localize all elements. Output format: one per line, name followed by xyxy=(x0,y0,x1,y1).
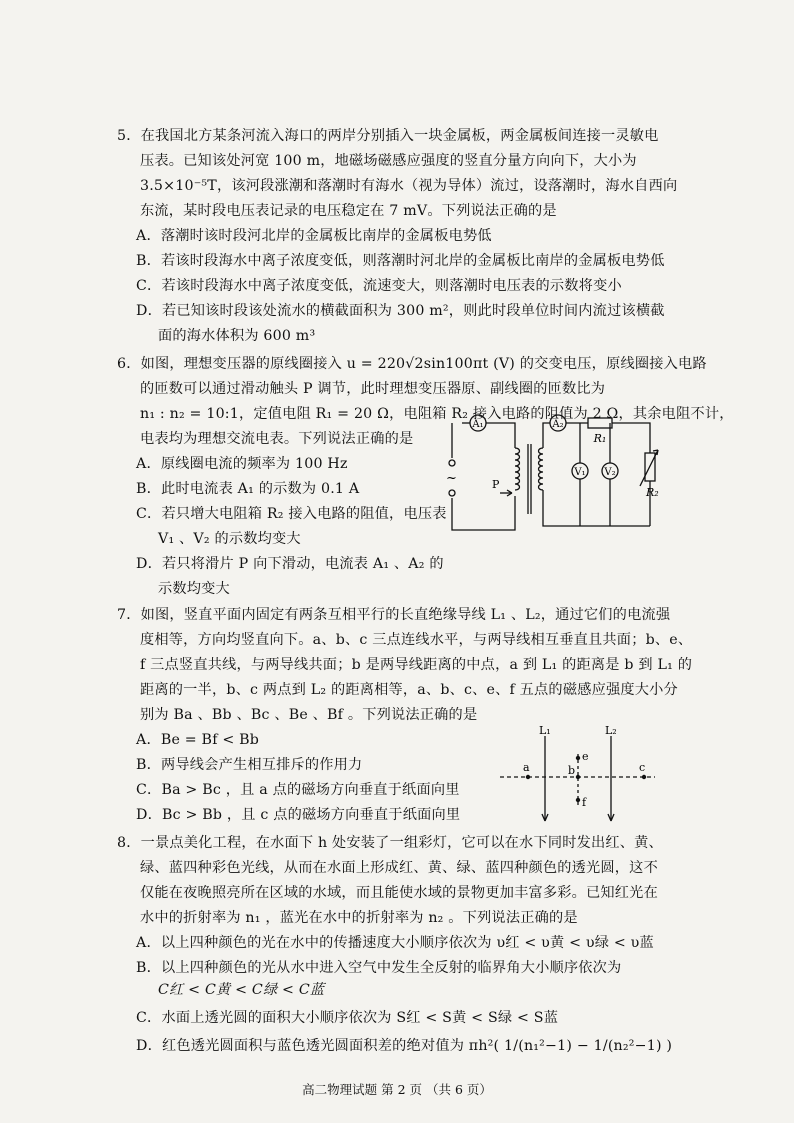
parallel-wires-figure xyxy=(495,726,665,830)
q5-option-b: B．若该时段海水中离子浓度变低，则落潮时河北岸的金属板比南岸的金属板电势低 xyxy=(136,253,665,269)
q5-option-c: C．若该时段海水中离子浓度变低，流速变大，则落潮时电压表的示数将变小 xyxy=(136,278,622,294)
q7-line-5: 别为 Ba 、Bb 、Bc 、Be 、Bf 。下列说法正确的是 xyxy=(140,707,478,723)
q5-line-1: 5．在我国北方某条河流入海口的两岸分别插入一块金属板，两金属板间连接一灵敏电 xyxy=(117,128,659,144)
q5-option-d-cont: 面的海水体积为 600 m³ xyxy=(158,328,316,344)
q7-line-2: 度相等，方向均竖直向下。a、b、c 三点连线水平，与两导线相互垂直且共面；b、e、 xyxy=(140,632,693,648)
voltmeter-v1-label: V₁ xyxy=(574,467,586,478)
q7-line-1: 7．如图，竖直平面内固定有两条互相平行的长直绝缘导线 L₁ 、L₂，通过它们的电流强 xyxy=(117,607,671,623)
q6-option-b: B．此时电流表 A₁ 的示数为 0.1 A xyxy=(136,481,360,497)
q7-option-d: D．Bc > Bb ，且 c 点的磁场方向垂直于纸面向里 xyxy=(136,807,461,823)
wire-l1-label: L₁ xyxy=(539,726,551,737)
transformer-circuit-figure xyxy=(440,408,660,538)
resistor-r2-label: R₂ xyxy=(646,486,659,499)
q6-line-4: 电表均为理想交流电表。下列说法正确的是 xyxy=(140,431,414,447)
q7-line-3: f 三点竖直共线，与两导线共面；b 是两导线距离的中点，a 到 L₁ 的距离是 b 到 L₁ 的 xyxy=(140,657,693,673)
q5-line-4: 东流，某时段电压表记录的电压稳定在 7 mV。下列说法正确的是 xyxy=(140,203,557,219)
q6-option-c: C．若只增大电阻箱 R₂ 接入电路的阻值，电压表 xyxy=(136,506,447,522)
point-a-label: a xyxy=(523,761,530,774)
point-b-label: b xyxy=(568,764,576,777)
q5-line-2: 压表。已知该处河宽 100 m，地磁场磁感应强度的竖直分量方向向下，大小为 xyxy=(140,153,637,169)
q8-line-4: 水中的折射率为 n₁ ，蓝光在水中的折射率为 n₂ 。下列说法正确的是 xyxy=(140,910,578,926)
q8-line-1: 8．一景点美化工程，在水面下 h 处安装了一组彩灯，它可以在水下同时发出红、黄、 xyxy=(117,835,663,851)
wire-l2-label: L₂ xyxy=(605,726,617,737)
q6-line-2: 的匝数可以通过滑动触头 P 调节，此时理想变压器原、副线圈的匝数比为 xyxy=(140,381,606,397)
q6-line-3: n₁ : n₂ = 10:1，定值电阻 R₁ = 20 Ω，电阻箱 R₂ 接入电路的阻值为 2 Ω，其余电阻不计， xyxy=(140,406,734,422)
q6-option-d: D．若只将滑片 P 向下滑动，电流表 A₁ 、A₂ 的 xyxy=(136,556,444,572)
q8-line-2: 绿、蓝四种彩色光线，从而在水面上形成红、黄、绿、蓝四种颜色的透光圆，这不 xyxy=(140,860,658,876)
q5-option-d: D．若已知该时段该处流水的横截面积为 300 m²，则此时段单位时间内流过该横截 xyxy=(136,303,665,319)
q7-option-a: A．Be = Bf < Bb xyxy=(136,732,260,748)
q5-line-3: 3.5×10⁻⁵T，该河段涨潮和落潮时有海水（视为导体）流过，设落潮时，海水自西向 xyxy=(140,178,678,194)
q8-line-3: 仅能在夜晚照亮所在区域的水域，而且能使水域的景物更加丰富多彩。已知红光在 xyxy=(140,885,658,901)
q5-option-a: A．落潮时该时段河北岸的金属板比南岸的金属板电势低 xyxy=(136,228,492,244)
q6-option-a: A．原线圈电流的频率为 100 Hz xyxy=(136,456,348,472)
point-c-label: c xyxy=(639,761,646,774)
point-e-label: e xyxy=(582,750,589,763)
resistor-r1-label: R₁ xyxy=(593,432,607,445)
q8-option-d: D．红色透光圆面积与蓝色透光圆面积差的绝对值为 πh²( 1/(n₁²−1) − 1/(n₂²−1) ) xyxy=(136,1038,673,1054)
voltmeter-v2-label: V₂ xyxy=(604,467,616,478)
ammeter-a1-label: A₁ xyxy=(472,419,484,430)
q7-line-4: 距离的一半，b、c 两点到 L₂ 的距离相等，a、b、c、e、f 五点的磁感应强度大小分 xyxy=(140,682,678,698)
q6-option-c-cont: V₁ 、V₂ 的示数均变大 xyxy=(158,531,301,547)
ac-source-symbol: ~ xyxy=(446,471,457,486)
q8-option-a: A．以上四种颜色的光在水中的传播速度大小顺序依次为 υ红 < υ黄 < υ绿 < υ蓝 xyxy=(136,935,654,951)
q6-line-1: 6．如图，理想变压器的原线圈接入 u = 220√2sin100πt (V) 的交变电压，原线圈接入电路 xyxy=(117,356,707,372)
page-footer: 高二物理试题 第 2 页 （共 6 页） xyxy=(302,1082,492,1097)
q8-option-b-cont: C红 < C黄 < C绿 < C蓝 xyxy=(158,982,325,998)
q7-option-b: B．两导线会产生相互排斥的作用力 xyxy=(136,757,363,773)
q8-option-b: B．以上四种颜色的光从水中进入空气中发生全反射的临界角大小顺序依次为 xyxy=(136,960,622,976)
ammeter-a2-label: A₂ xyxy=(552,419,564,430)
q8-option-c: C．水面上透光圆的面积大小顺序依次为 S红 < S黄 < S绿 < S蓝 xyxy=(136,1010,559,1026)
point-f-label: f xyxy=(582,796,587,809)
slider-p-label: P xyxy=(492,478,500,491)
q7-option-c: C．Ba > Bc ，且 a 点的磁场方向垂直于纸面向里 xyxy=(136,782,460,798)
q6-option-d-cont: 示数均变大 xyxy=(158,581,230,597)
